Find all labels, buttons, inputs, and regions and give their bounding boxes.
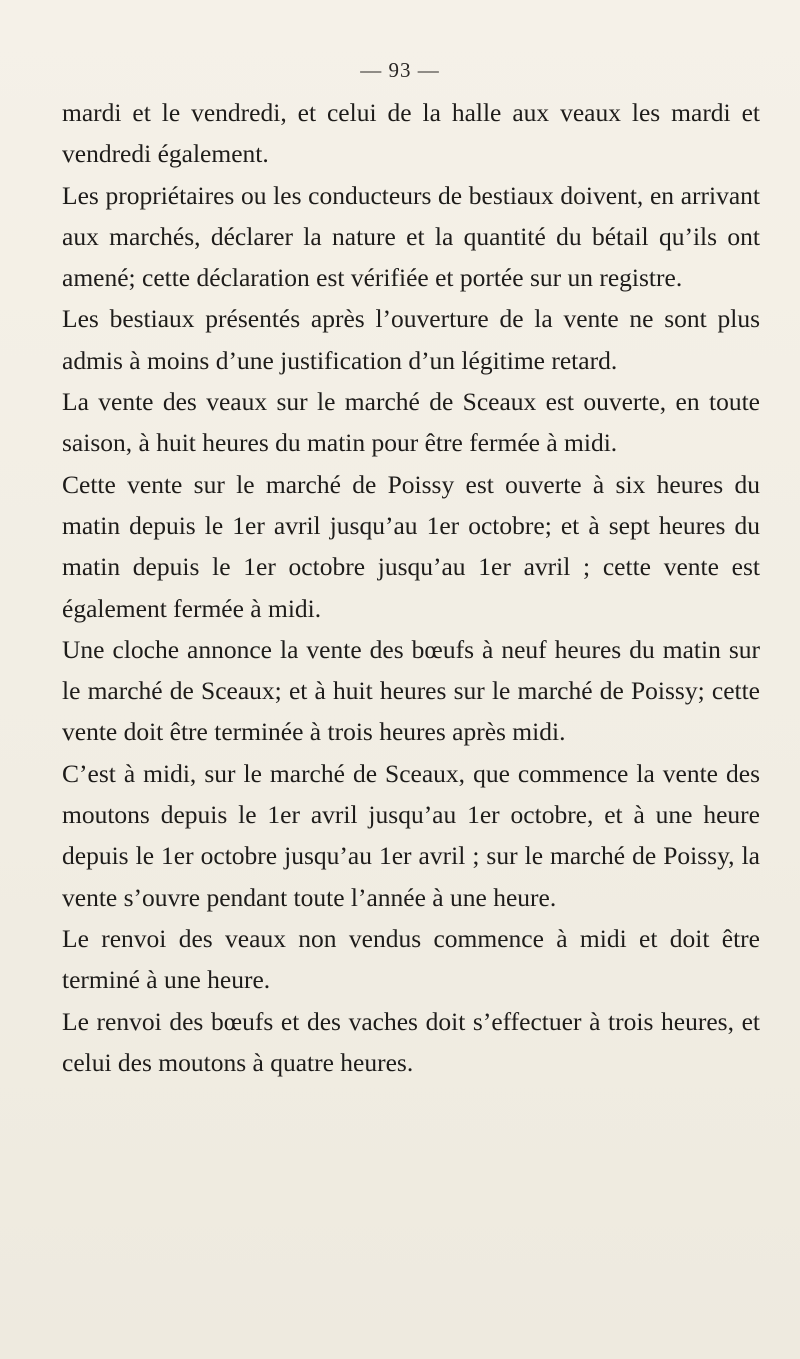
body-text: [62, 92, 760, 1083]
paragraph: La vente des veaux sur le marché de Sceaux est ouverte, en toute saison, à huit heures du matin pour être fermée à midi.: [62, 387, 760, 458]
paragraph: C’est à midi, sur le marché de Sceaux, que commence la vente des moutons depuis le 1er avril jusqu’au 1er octobre, et à une heure depuis le 1er octobre jusqu’au 1er avril ; sur le marché de Poissy, la vente s’ouvre pendant toute l’année à une heure.: [62, 758, 760, 912]
paragraph: Le renvoi des veaux non vendus commence à midi et doit être terminé à une heure.: [62, 923, 760, 995]
paragraph: Cette vente sur le marché de Poissy est ouverte à six heures du matin depuis le 1er avril jusqu’au 1er octobre; et à sept heures du matin depuis le 1er octobre jusqu’au 1er avril ; cette vente est également fermée à midi.: [62, 469, 760, 623]
page-number-header: — 93 —: [360, 58, 440, 82]
paragraph: Le renvoi des bœufs et des vaches doit s’effectuer à trois heures, et celui des moutons à quatre heures.: [62, 1006, 760, 1077]
paragraph: Les bestiaux présentés après l’ouverture de la vente ne sont plus admis à moins d’une justification d’un légitime retard.: [62, 304, 760, 375]
paragraph: Les propriétaires ou les conducteurs de bestiaux doivent, en arrivant aux marchés, déclarer la nature et la quantité du bétail qu’ils ont amené; cette déclaration est vérifiée et portée sur un registre.: [62, 180, 760, 293]
paragraph: mardi et le vendredi, et celui de la halle aux veaux les mardi et vendredi également.: [62, 98, 760, 169]
paragraph: Une cloche annonce la vente des bœufs à neuf heures du matin sur le marché de Sceaux; et à huit heures sur le marché de Poissy; cette vente doit être terminée à trois heures après midi.: [62, 634, 760, 747]
